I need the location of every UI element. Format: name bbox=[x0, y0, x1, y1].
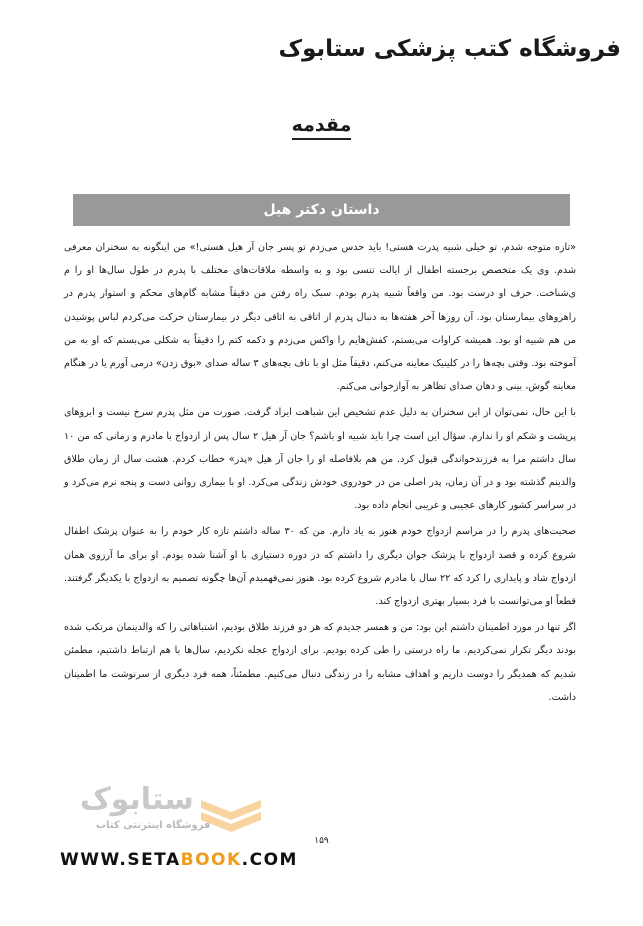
watermark-brand: ستابوک bbox=[80, 782, 194, 817]
site-url[interactable] bbox=[60, 850, 298, 870]
site-url-prefix: WWW.SETA bbox=[60, 850, 181, 870]
site-url-accent: BOOK bbox=[180, 850, 242, 870]
paragraph-1: «تازه متوجه شدم، تو خیلی شبیه پدرت هستی! باید حدس می‌زدم تو پسر جان آر هیل هستی!» من اینگونه به سخنران معرفی شدم. وی یک متخصص برجسته اطفال از ایالت تنسی بود و به واسطه ملاقات‌های مختلف با پدرم در طول سال‌ها او را م ی‌شناخت. حرف او درست بود. من واقعاً شبیه پدرم بودم. سبک راه رفتن من دقیقاً مشابه گام‌های محکم و استوار پدرم در راهروهای بیمارستان بود. آن روزها آخر هفته‌ها به دنبال پدرم از اتاقی به اتاقی دیگر در بیمارستان حرکت می‌کردم لباس پوشیدن من هم شبیه او بود. همیشه کراوات می‌بستم، کفش‌هایم را واکس می‌زدم و دکمه کتم را دقیقاً به شکلی می‌بستم که او به من آموخته بود. وقتی بچه‌ها را در کلینیک معاینه می‌کنم، دقیقاً مثل او با ناف بچه‌های ۳ ساله صدای «بوق زدن» درمی آورم یا در هنگام معاینه گوش، بینی و دهان صدای تظاهر به آوازخوانی می‌کنم. bbox=[64, 242, 576, 393]
section-heading bbox=[0, 114, 643, 136]
chapter-band bbox=[73, 194, 570, 226]
body-text bbox=[64, 236, 576, 712]
paragraph-2: با این حال، نمی‌توان از این سخنران به دلیل عدم تشخیص این شباهت ایراد گرفت. صورت من مثل پدرم سرخ نیست و ابروهای پرپشت و شکم او را ندارم. سؤال این است چرا باید شبیه او باشم؟ جان آر هیل ۲ سال پس از ازدواج با مادرم و زمانی که من ۱۰ سال داشتم مرا به فرزندخواندگی قبول کرد. من هم بلافاصله او را جان آر هیل «پدر» خطاب کردم. هشت سال از زمان طلاق والدینم گذشته بود و در آن زمان، پدر اصلی من در خودروی خودش زندگی می‌کرد. او با بیماری روانی دست و پنجه نرم می‌کرد و در سراسر کشور کارهای عجیبی و غریبی انجام داده بود. bbox=[64, 407, 577, 512]
paragraph-4: اگر تنها در مورد اطمینان داشتم این بود: من و همسر جدیدم که هر دو فرزند طلاق بودیم، اشتباهاتی را که والدینمان مرتکب شده بودند دیگر تکرار نمی‌کردیم. ما راه درستی را طی کرده بودیم. برای ازدواج عجله نکردیم، سال‌ها با هم ارتباط داشتیم، مطمئن شدیم که همدیگر را دوست داریم و اهداف مشابه را در زندگی دنبال می‌کنیم. مطمئناً، همه فرد دیگری از سرنوشت ما اطمینان داشت. bbox=[64, 622, 576, 703]
page-number: ۱۵۹ bbox=[314, 836, 329, 846]
site-url-suffix: .COM bbox=[241, 850, 298, 870]
chapter-band-title: داستان دکتر هیل bbox=[263, 202, 380, 218]
watermark-subtitle: فروشگاه اینترنتی کتاب bbox=[96, 820, 211, 831]
store-title: فروشگاه کتب پزشکی ستابوک bbox=[278, 36, 621, 62]
paragraph-3: صحبت‌های پدرم را در مراسم ازدواج خودم هنوز به یاد دارم. من که ۳۰ ساله داشتم تازه کار خودم را به عنوان پزشک اطفال شروع کرده و قصد ازدواج با پزشک جوان دیگری را داشتم که در دوره دستیاری با او آشنا شده بودم. او برای ما آرزوی همان ازدواج شاد و پایداری را کرد که ۲۲ سال با مادرم شروع کرده بود. هنوز نمی‌فهمیدم آن‌ها چگونه تصمیم به ازدواج با یکدیگر گرفتند. قطعاً او می‌توانست با فرد بسیار بهتری ازدواج کند. bbox=[64, 526, 577, 608]
section-heading-text: مقدمه bbox=[292, 114, 352, 140]
